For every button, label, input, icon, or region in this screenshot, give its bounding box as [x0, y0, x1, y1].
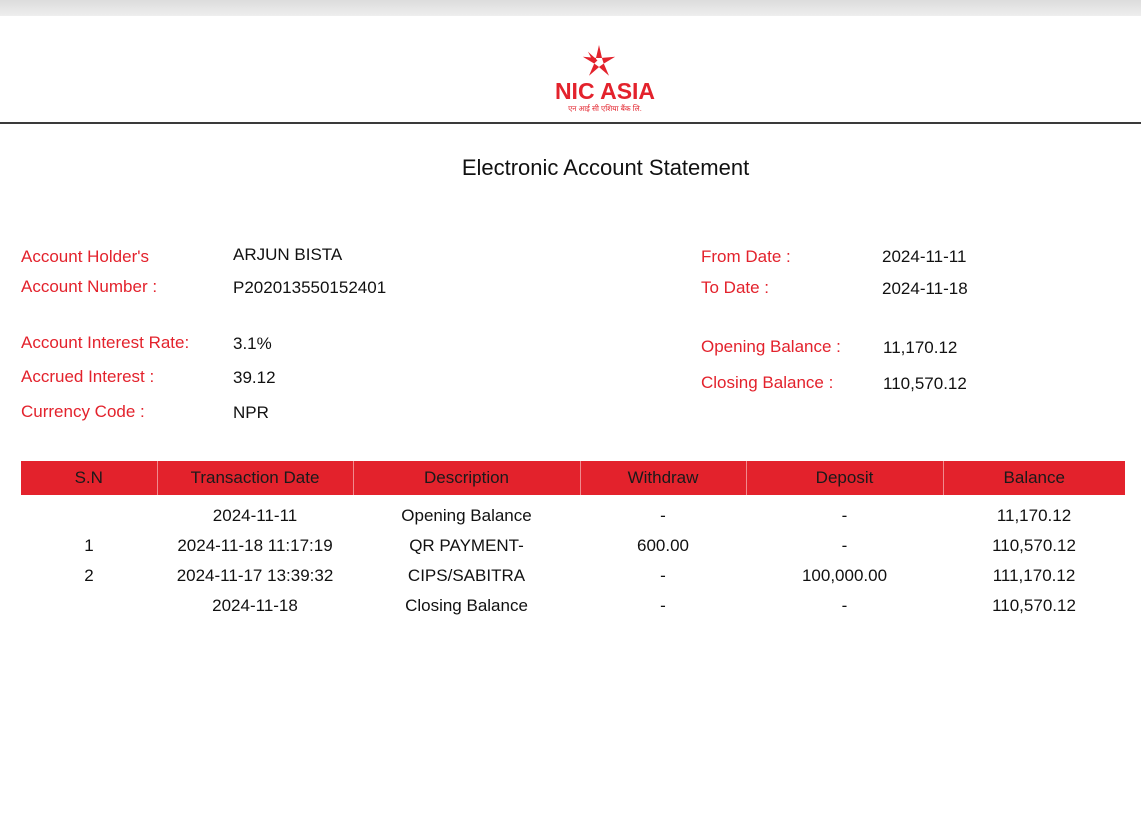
- cell-withdraw: 600.00: [637, 536, 689, 555]
- cell-date: 2024-11-18 11:17:19: [177, 536, 333, 555]
- from-date-label: From Date :: [701, 247, 791, 266]
- cell-description: Closing Balance: [405, 596, 528, 615]
- table-row: [21, 591, 1125, 621]
- cell-date: 2024-11-11: [212, 506, 298, 525]
- account-number-label: Account Number :: [21, 277, 158, 296]
- currency-code-value: NPR: [233, 403, 269, 422]
- closing-balance-label: Closing Balance :: [701, 373, 834, 392]
- page-title: Electronic Account Statement: [461, 155, 750, 180]
- account-number-value: P202013550152401: [233, 278, 387, 297]
- cell-deposit: -: [841, 536, 848, 555]
- closing-balance-value: 110,570.12: [883, 374, 967, 393]
- cell-withdraw: -: [660, 506, 666, 525]
- cell-description: Opening Balance: [401, 506, 532, 525]
- currency-code-label: Currency Code :: [21, 402, 145, 421]
- cell-deposit: 100,000.00: [801, 566, 888, 585]
- header-transaction-date: Transaction Date: [157, 461, 353, 495]
- cell-withdraw: -: [660, 596, 666, 615]
- opening-balance-value: 11,170.12: [883, 338, 958, 357]
- window-top-bar: [0, 0, 1141, 16]
- cell-deposit: -: [841, 596, 848, 615]
- cell-sn: [21, 495, 157, 531]
- header-balance: Balance: [943, 461, 1125, 495]
- cell-balance: 110,570.12: [992, 536, 1076, 555]
- bank-tagline: एन आई सी एशिया बैंक लि.: [568, 104, 642, 113]
- to-date-value: 2024-11-18: [882, 279, 968, 298]
- table-header-row: [21, 461, 1125, 495]
- table-row: [21, 495, 1125, 531]
- cell-withdraw: -: [660, 566, 666, 585]
- interest-rate-value: 3.1%: [233, 334, 272, 353]
- account-holder-label: Account Holder's: [21, 247, 149, 266]
- bank-logo: [540, 44, 670, 120]
- table-row: [21, 531, 1125, 561]
- account-holder-value: ARJUN BISTA: [233, 245, 343, 264]
- cell-sn: 2: [84, 566, 94, 585]
- cell-balance: 11,170.12: [996, 506, 1072, 525]
- bank-name: NIC ASIA: [554, 78, 656, 104]
- accrued-interest-label: Accrued Interest :: [21, 367, 155, 386]
- cell-sn: 1: [84, 536, 94, 555]
- header-divider: [0, 122, 1141, 124]
- cell-sn: [21, 591, 157, 621]
- cell-description: QR PAYMENT-: [409, 536, 524, 555]
- header-deposit: Deposit: [746, 461, 943, 495]
- cell-balance: 110,570.12: [992, 596, 1076, 615]
- interest-rate-label: Account Interest Rate:: [21, 333, 190, 352]
- nic-asia-star-icon: [579, 44, 619, 80]
- table-row: [21, 561, 1125, 591]
- header-description: Description: [353, 461, 580, 495]
- to-date-label: To Date :: [701, 278, 770, 297]
- cell-date: 2024-11-17 13:39:32: [176, 566, 334, 585]
- from-date-value: 2024-11-11: [882, 247, 967, 266]
- accrued-interest-value: 39.12: [233, 368, 276, 387]
- cell-deposit: -: [841, 506, 848, 525]
- cell-date: 2024-11-18: [212, 596, 298, 615]
- opening-balance-label: Opening Balance :: [701, 337, 841, 356]
- header-withdraw: Withdraw: [580, 461, 746, 495]
- header-sn: S.N: [21, 461, 157, 495]
- transactions-table: [21, 461, 1125, 621]
- cell-balance: 111,170.12: [992, 566, 1076, 585]
- cell-description: CIPS/SABITRA: [407, 566, 526, 585]
